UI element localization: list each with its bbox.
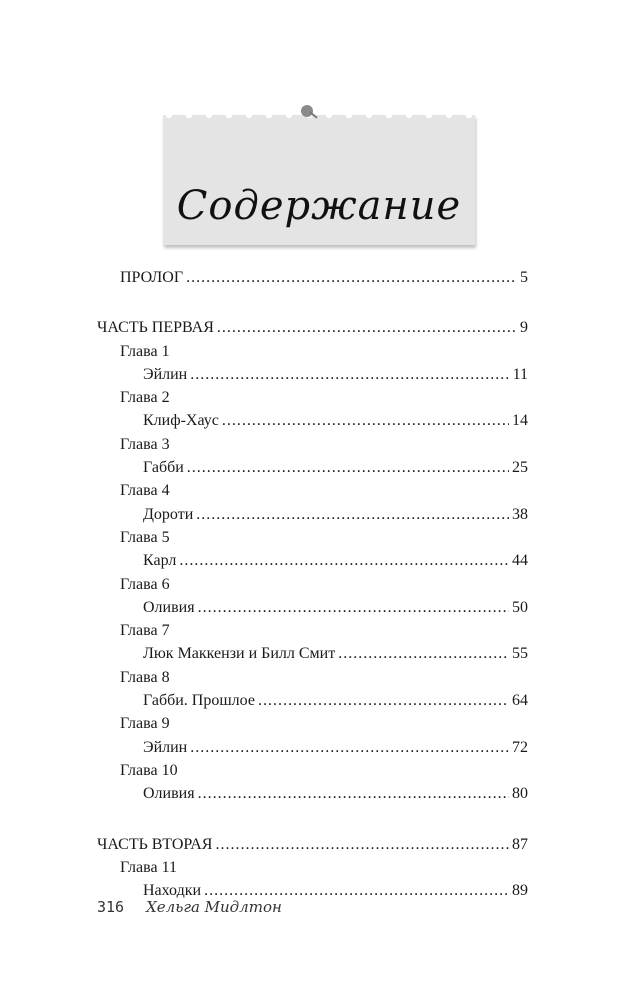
toc-page-number: 14 (512, 412, 528, 430)
toc-entry (97, 833, 528, 856)
toc-page-number: 25 (512, 459, 528, 477)
toc-label: Клиф-Хаус (143, 412, 219, 430)
toc-chapter-heading (97, 526, 528, 549)
toc-chapter-heading (97, 573, 528, 596)
toc-label: Глава 4 (120, 482, 170, 500)
toc-chapter-heading (97, 433, 528, 456)
dot-leader (196, 503, 509, 526)
toc-entry (97, 316, 528, 339)
toc-page-number: 50 (512, 598, 528, 616)
toc-label: ПРОЛОГ (120, 269, 184, 286)
toc-chapter-heading (97, 856, 528, 879)
toc-entry (97, 736, 528, 759)
pushpin-icon (301, 105, 313, 117)
dot-leader (187, 456, 509, 479)
toc-label: Глава 9 (120, 715, 170, 733)
dot-leader (258, 689, 509, 712)
toc-entry (97, 363, 528, 386)
toc-entry (97, 409, 528, 432)
toc-spacer (97, 289, 528, 316)
toc-entry (97, 549, 528, 572)
dot-leader (222, 409, 509, 432)
dot-leader (190, 363, 509, 386)
toc-entry (97, 642, 528, 665)
toc-page-number: 55 (512, 645, 528, 663)
dot-leader (217, 316, 517, 339)
toc-entry (97, 503, 528, 526)
toc-label: Люк Маккензи и Билл Смит (143, 645, 336, 663)
toc-entry (97, 456, 528, 479)
dot-leader (198, 782, 509, 805)
dot-leader (190, 736, 509, 759)
toc-chapter-heading (97, 479, 528, 502)
page-number: 316 (97, 898, 125, 916)
toc-chapter-heading (97, 340, 528, 363)
dot-leader (215, 833, 509, 856)
toc-page-number: 38 (512, 505, 528, 523)
toc-page-number: 64 (512, 692, 528, 710)
toc-entry (97, 689, 528, 712)
dot-leader (198, 596, 509, 619)
toc-label: Габби (143, 459, 184, 477)
toc-label: Глава 8 (120, 668, 170, 686)
title-note (163, 115, 475, 245)
toc-page-number: 9 (520, 319, 528, 337)
toc-label: Эйлин (143, 365, 188, 383)
toc-chapter-heading (97, 619, 528, 642)
toc-label: Глава 10 (120, 761, 178, 779)
toc-page-number: 5 (520, 269, 528, 286)
toc-entry (97, 596, 528, 619)
toc-label: Глава 2 (120, 389, 170, 407)
toc-label: ЧАСТЬ ВТОРАЯ (97, 835, 213, 853)
toc-label: Глава 3 (120, 435, 170, 453)
toc-label: Оливия (143, 598, 195, 616)
toc-label: Глава 5 (120, 528, 170, 546)
toc-page-number: 72 (512, 738, 528, 756)
page-footer (97, 898, 282, 916)
toc-label: Габби. Прошлое (143, 692, 255, 710)
toc-label: Глава 7 (120, 622, 170, 640)
toc-chapter-heading (97, 759, 528, 782)
toc-page-number: 11 (512, 365, 528, 383)
toc-entry (97, 782, 528, 805)
toc-page-number: 87 (512, 835, 528, 853)
page-title: Содержание (176, 183, 462, 229)
toc-label: Глава 6 (120, 575, 170, 593)
toc-label: Оливия (143, 785, 195, 803)
toc-entry (97, 266, 528, 289)
toc-page-number: 80 (512, 785, 528, 803)
running-author: Хельга Мидлтон (146, 898, 282, 916)
toc-label: Дороти (143, 505, 194, 523)
dot-leader (338, 642, 509, 665)
dot-leader (186, 266, 517, 289)
toc-label: Глава 1 (120, 342, 170, 360)
toc-page-number: 89 (512, 882, 528, 900)
toc-chapter-heading (97, 712, 528, 735)
table-of-contents (97, 266, 528, 902)
toc-label: Карл (143, 552, 177, 570)
toc-chapter-heading (97, 666, 528, 689)
toc-chapter-heading (97, 386, 528, 409)
toc-label: Эйлин (143, 738, 188, 756)
toc-page-number: 44 (512, 552, 528, 570)
toc-label: ЧАСТЬ ПЕРВАЯ (97, 319, 214, 337)
toc-label: Глава 11 (120, 858, 177, 876)
dot-leader (179, 549, 509, 572)
toc-label: Находки (143, 882, 202, 900)
toc-spacer (97, 806, 528, 833)
